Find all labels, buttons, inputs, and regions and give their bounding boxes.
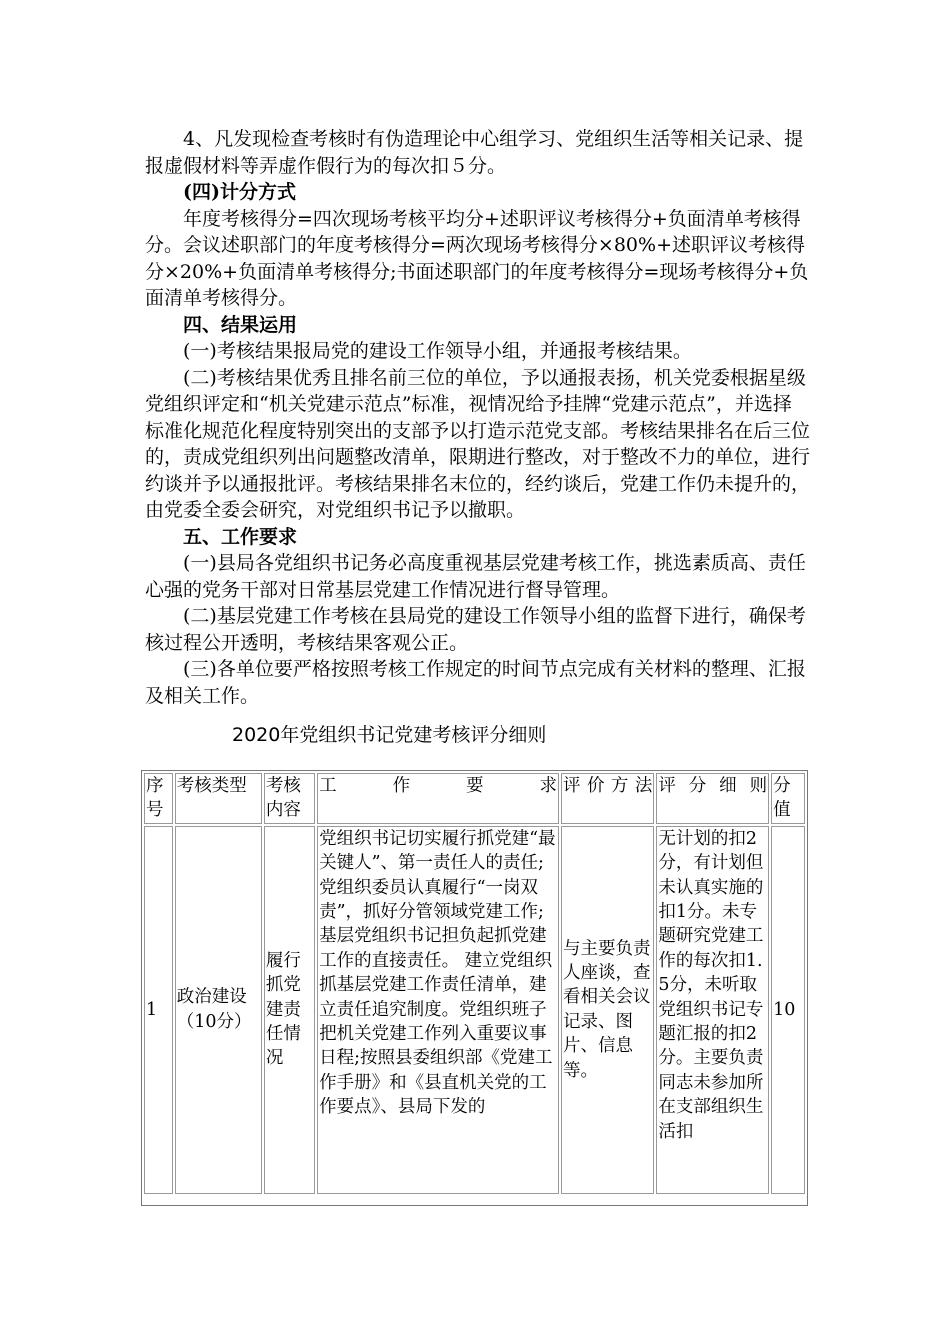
header-score: 分值 (771, 773, 805, 824)
cell-category: 政治建设（10分） (175, 826, 262, 1194)
cell-requirement-text: 党组织书记切实履行抓党建“最关键人”、第一责任人的责任;党组织委员认真履行“一岗双责”，抓好分管领域党建工作;基层党组织书记担负起抓党建工作的直接责任。 建立党组织抓基层党建工作责任清单，建立责任追究制度。党组织班子把机关党建工作列入重要议事日程;按照县委组织部《党建工作手册》和《县直机关党的工作要点》、县局下发的 (319, 828, 556, 1118)
cell-score: 10 (771, 826, 805, 1194)
paragraph: (三)各单位要严格按照考核工作规定的时间节点完成有关材料的整理、汇报及相关工作。 (145, 658, 806, 707)
header-detail: 评分细则 (656, 773, 769, 824)
cell-seq: 1 (144, 826, 173, 1194)
paragraph: (一)县局各党组织书记务必高度重视基层党建考核工作，挑选素质高、责任心强的党务干部对日常基层党建工作情况进行督导管理。 (145, 552, 806, 601)
table-header-row (144, 773, 805, 824)
section-heading: (四)计分方式 (183, 181, 296, 203)
cell-content: 履行抓党建责任情况 (264, 826, 315, 1194)
cell-detail-text: 无计划的扣2分，有计划但未认真实施的扣1分。未专题研究党建工作的每次扣1.5分，未听取党组织书记专题汇报的扣2分。主要负责同志未参加所在支部组织生活扣 (658, 828, 764, 1142)
body-text (145, 126, 810, 709)
cell-requirement (317, 826, 559, 1194)
scoring-table-frame (141, 770, 808, 1206)
header-method: 评价方法 (561, 773, 654, 824)
paragraph: (二)基层党建工作考核在县局党的建设工作领导小组的监督下进行，确保考核过程公开透明，考核结果客观公正。 (145, 605, 806, 654)
header-content: 考核内容 (264, 773, 315, 824)
cell-detail (656, 826, 769, 1194)
header-seq: 序号 (144, 773, 173, 824)
section-heading: 四、结果运用 (183, 313, 298, 336)
cell-method: 与主要负责人座谈，查看相关会议记录、图片、信息等。 (561, 826, 654, 1194)
header-category: 考核类型 (175, 773, 262, 824)
paragraph: 年度考核得分=四次现场考核平均分+述职评议考核得分+负面清单考核得分。会议述职部门的年度考核得分=两次现场考核得分×80%+述职评议考核得分×20%+负面清单考核得分;书面述职部门的年度考核得分=现场考核得分+负面清单考核得分。 (145, 207, 809, 309)
scoring-table (142, 771, 807, 1196)
table-title: 2020年党组织书记党建考核评分细则 (232, 724, 547, 746)
header-requirement: 工作要求 (317, 773, 559, 824)
paragraph: 4、凡发现检查考核时有伪造理论中心组学习、党组织生活等相关记录、提报虚假材料等弄虚作假行为的每次扣５分。 (145, 128, 804, 177)
section-heading: 五、工作要求 (183, 525, 298, 548)
table-row (144, 826, 805, 1194)
paragraph: (二)考核结果优秀且排名前三位的单位，予以通报表扬，机关党委根据星级党组织评定和“机关党建示范点”标准，视情况给予挂牌“党建示范点”，并选择标准化规范化程度特别突出的支部予以打造示范党支部。考核结果排名在后三位的，责成党组织列出问题整改清单，限期进行整改，对于整改不力的单位，进行约谈并予以通报批评。考核结果排名末位的，经约谈后，党建工作仍未提升的，由党委全委会研究，对党组织书记予以撤职。 (145, 366, 811, 521)
paragraph: (一)考核结果报局党的建设工作领导小组，并通报考核结果。 (183, 340, 692, 362)
